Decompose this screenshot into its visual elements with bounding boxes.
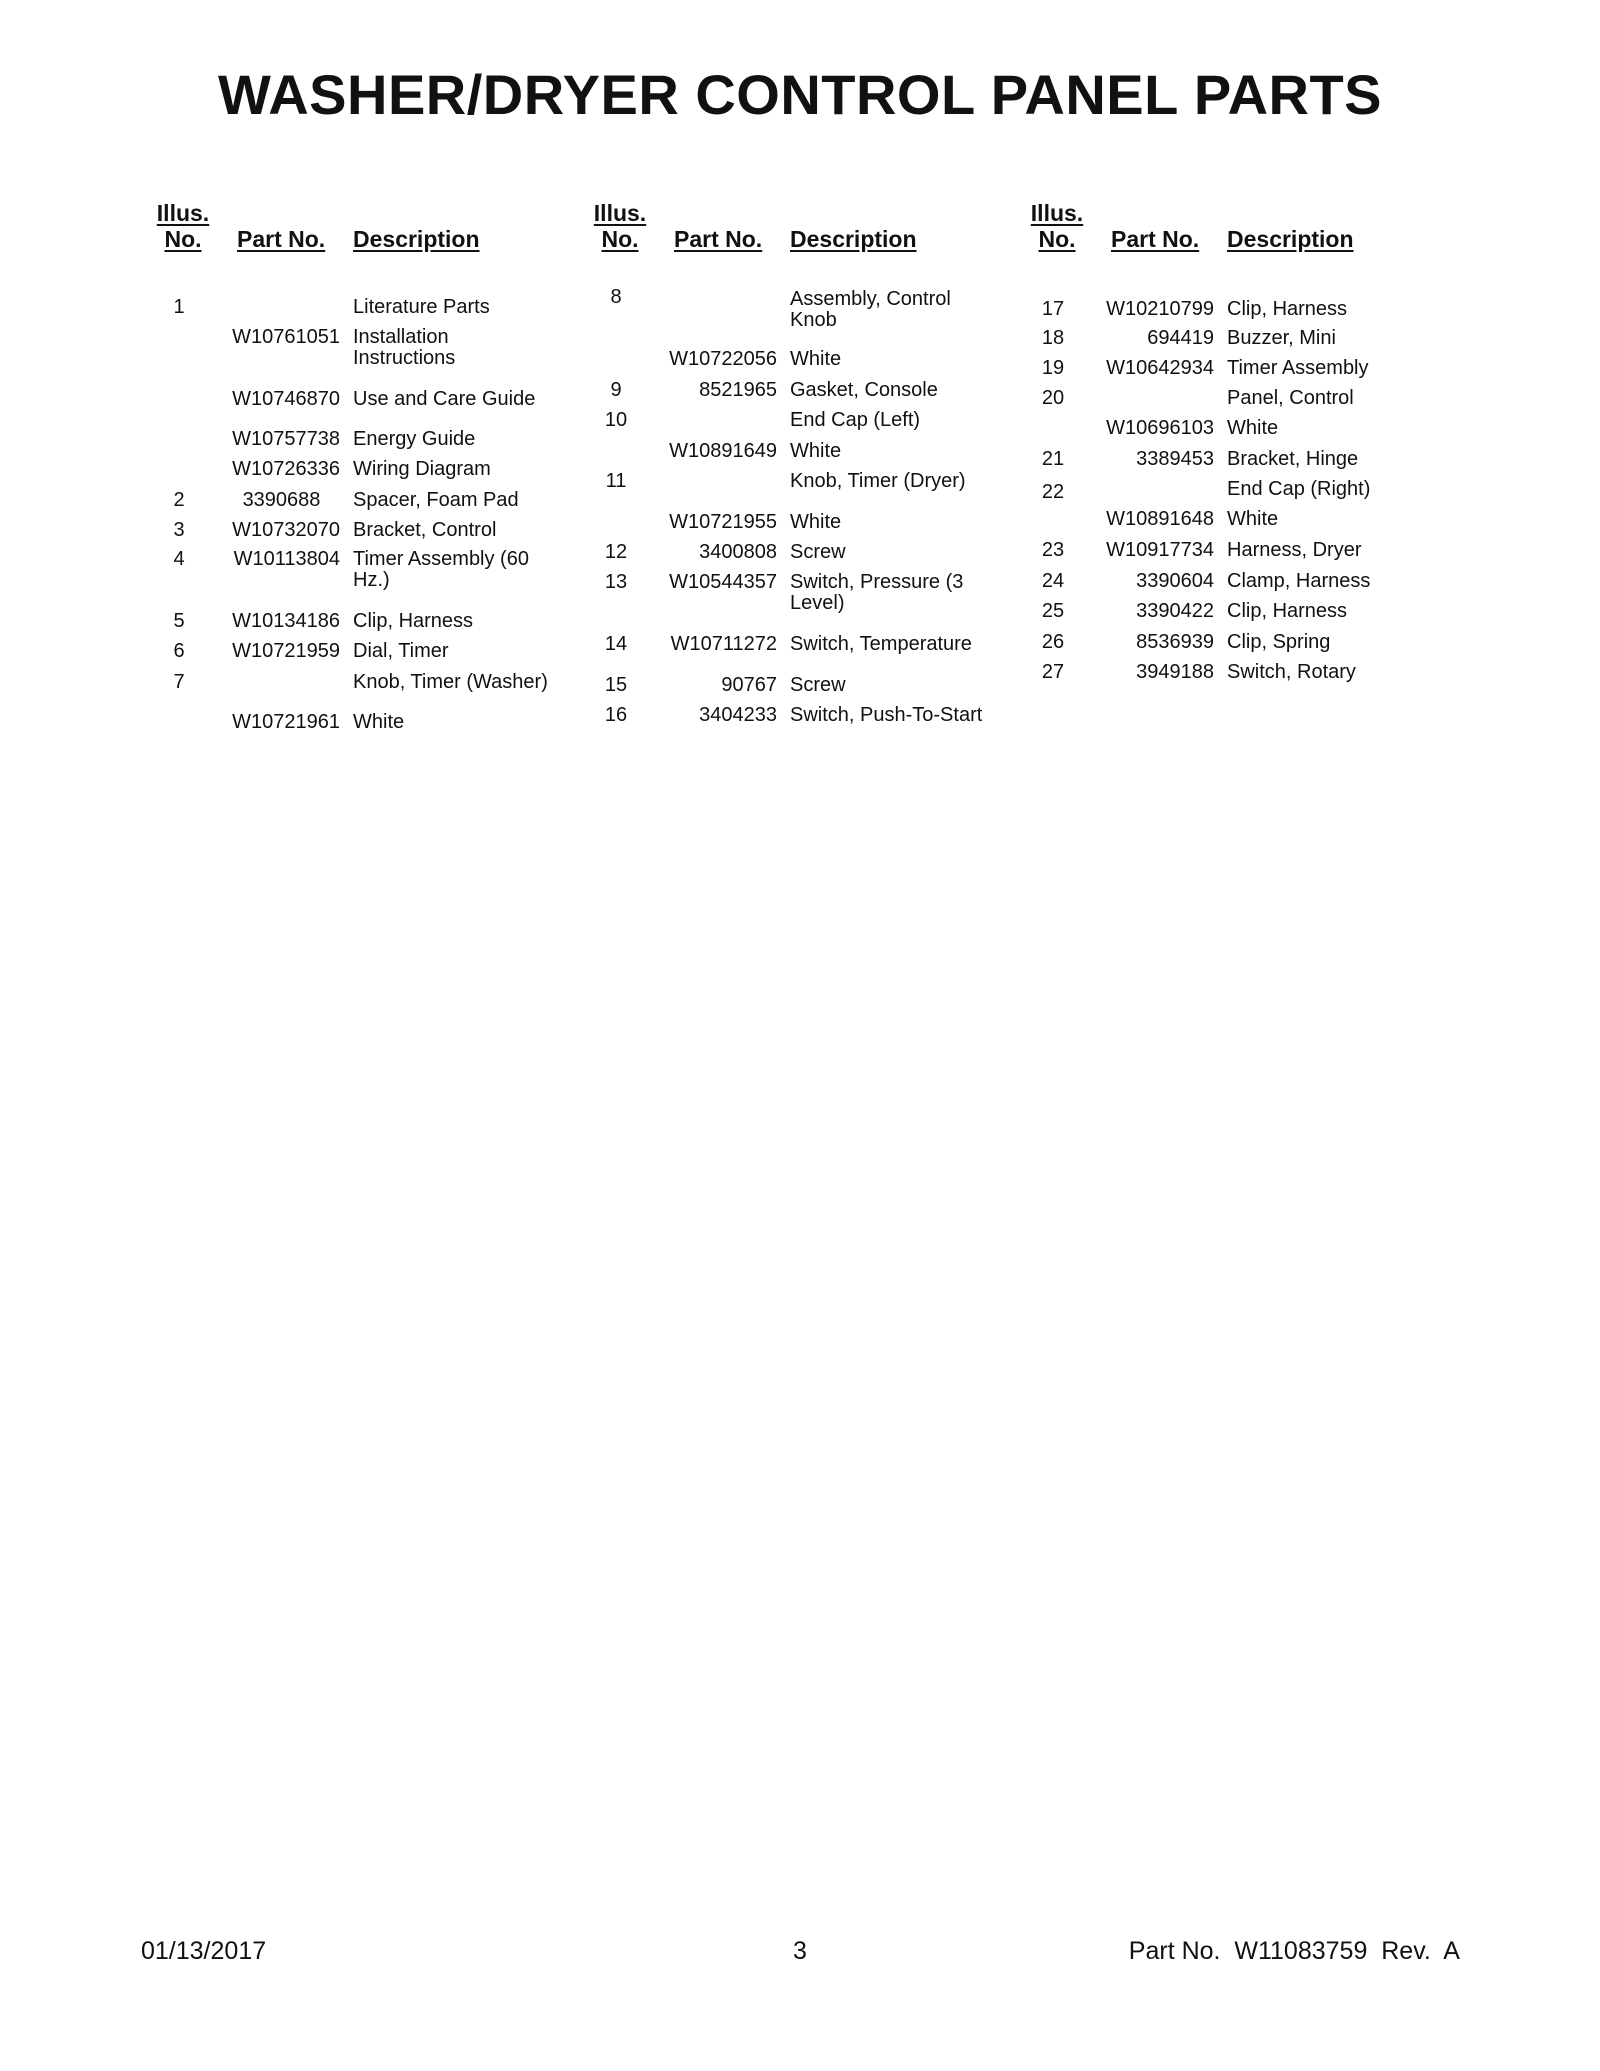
illus-no: 3	[173, 519, 185, 541]
illus-no: 13	[604, 571, 628, 593]
part-no: W10696103	[1106, 417, 1214, 439]
part-no: 8536939	[1136, 631, 1214, 653]
illus-no: 17	[1041, 298, 1065, 320]
description: Timer Assembly (60 Hz.)	[353, 548, 529, 591]
description: Screw	[790, 541, 846, 563]
illus-no: 9	[610, 379, 622, 401]
description: White	[1227, 508, 1279, 530]
part-no: W10726336	[232, 458, 340, 480]
description: Clip, Spring	[1227, 631, 1331, 653]
part-no: W10757738	[232, 428, 340, 450]
part-no: W10544357	[669, 571, 777, 593]
illus-no: 4	[173, 548, 185, 570]
part-no: W10210799	[1106, 298, 1214, 320]
description: White	[1227, 417, 1279, 439]
part-no: 90767	[721, 674, 777, 696]
part-no: W10732070	[232, 519, 340, 541]
header-description: Description	[790, 226, 917, 252]
header-part-no: Part No.	[237, 226, 326, 252]
header-illus: Illus.	[593, 200, 647, 226]
description: Harness, Dryer	[1227, 539, 1362, 561]
part-no: 3390422	[1136, 600, 1214, 622]
part-no: W10134186	[232, 610, 340, 632]
part-no: 694419	[1147, 327, 1214, 349]
part-no: W10642934	[1106, 357, 1214, 379]
illus-no: 25	[1041, 600, 1065, 622]
description: Switch, Rotary	[1227, 661, 1356, 683]
part-no: W10721955	[669, 511, 777, 533]
illus-no: 8	[610, 286, 622, 308]
description: White	[790, 348, 842, 370]
part-no: 8521965	[699, 379, 777, 401]
parts-column-2	[590, 200, 1020, 726]
part-no: 3390604	[1136, 570, 1214, 592]
header-no: No.	[601, 226, 639, 252]
column-header	[590, 200, 1020, 276]
illus-no: 20	[1041, 387, 1065, 409]
part-no: W10891649	[669, 440, 777, 462]
description: Energy Guide	[353, 428, 476, 450]
part-no: W10891648	[1106, 508, 1214, 530]
illus-no: 11	[605, 470, 627, 492]
illus-no: 12	[604, 541, 628, 563]
description: Clamp, Harness	[1227, 570, 1371, 592]
header-no: No.	[1038, 226, 1076, 252]
column-header	[1027, 200, 1457, 276]
description: Spacer, Foam Pad	[353, 489, 519, 511]
description: End Cap (Left)	[790, 409, 921, 431]
description: Switch, Push-To-Start	[790, 704, 983, 726]
description: Wiring Diagram	[353, 458, 491, 480]
part-no: W10113804	[233, 548, 340, 570]
illus-no: 10	[604, 409, 628, 431]
description: Literature Parts	[353, 296, 490, 318]
part-no: W10721959	[232, 640, 340, 662]
part-no: W10722056	[669, 348, 777, 370]
part-no: W10761051	[232, 326, 340, 348]
part-no: 3400808	[699, 541, 777, 563]
illus-no: 7	[173, 671, 185, 693]
illus-no: 5	[173, 610, 185, 632]
part-no: 3390688	[242, 489, 321, 511]
header-description: Description	[1227, 226, 1354, 252]
footer-part-number: Part No. W11083759 Rev. A	[1128, 1937, 1460, 1965]
illus-no: 16	[604, 704, 628, 726]
description: Buzzer, Mini	[1227, 327, 1336, 349]
description: End Cap (Right)	[1227, 478, 1371, 500]
description: Gasket, Console	[790, 379, 938, 401]
description: Panel, Control	[1227, 387, 1354, 409]
description: Switch, Temperature	[790, 633, 972, 655]
parts-column-3	[1027, 200, 1457, 683]
header-illus: Illus.	[156, 200, 210, 226]
footer-date: 01/13/2017	[141, 1937, 267, 1965]
illus-no: 6	[173, 640, 185, 662]
footer-page-number: 3	[793, 1937, 807, 1965]
description: Bracket, Hinge	[1227, 448, 1359, 470]
description: White	[790, 440, 842, 462]
illus-no: 19	[1041, 357, 1065, 379]
description: Assembly, Control Knob	[790, 288, 951, 331]
part-no: W10721961	[232, 711, 340, 733]
description: White	[790, 511, 842, 533]
description: Dial, Timer	[353, 640, 449, 662]
illus-no: 27	[1041, 661, 1065, 683]
description: Switch, Pressure (3 Level)	[790, 571, 964, 614]
header-illus: Illus.	[1030, 200, 1084, 226]
description: Use and Care Guide	[353, 388, 536, 410]
part-no: 3389453	[1136, 448, 1214, 470]
page-title: WASHER/DRYER CONTROL PANEL PARTS	[217, 63, 1383, 126]
illus-no: 22	[1041, 481, 1065, 503]
description: Timer Assembly	[1227, 357, 1369, 379]
description: Clip, Harness	[353, 610, 474, 632]
column-header	[153, 200, 583, 276]
illus-no: 24	[1041, 570, 1065, 592]
header-part-no: Part No.	[674, 226, 763, 252]
illus-no: 21	[1041, 448, 1065, 470]
part-no: 3949188	[1136, 661, 1214, 683]
description: White	[353, 711, 405, 733]
illus-no: 14	[604, 633, 628, 655]
illus-no: 23	[1041, 539, 1065, 561]
illus-no: 18	[1041, 327, 1065, 349]
description: Clip, Harness	[1227, 298, 1348, 320]
description: Installation Instructions	[353, 326, 456, 369]
part-no: 3404233	[699, 704, 777, 726]
description: Knob, Timer (Dryer)	[790, 470, 966, 492]
illus-no: 2	[173, 489, 185, 511]
part-no: W10917734	[1106, 539, 1214, 561]
description: Clip, Harness	[1227, 600, 1348, 622]
illus-no: 1	[173, 296, 185, 318]
illus-no: 15	[604, 674, 628, 696]
header-description: Description	[353, 226, 480, 252]
description: Screw	[790, 674, 846, 696]
part-no: W10711272	[670, 633, 777, 655]
header-part-no: Part No.	[1111, 226, 1200, 252]
parts-column-1	[153, 200, 583, 733]
description: Bracket, Control	[353, 519, 497, 541]
description: Knob, Timer (Washer)	[353, 671, 548, 693]
header-no: No.	[164, 226, 202, 252]
part-no: W10746870	[232, 388, 340, 410]
illus-no: 26	[1041, 631, 1065, 653]
